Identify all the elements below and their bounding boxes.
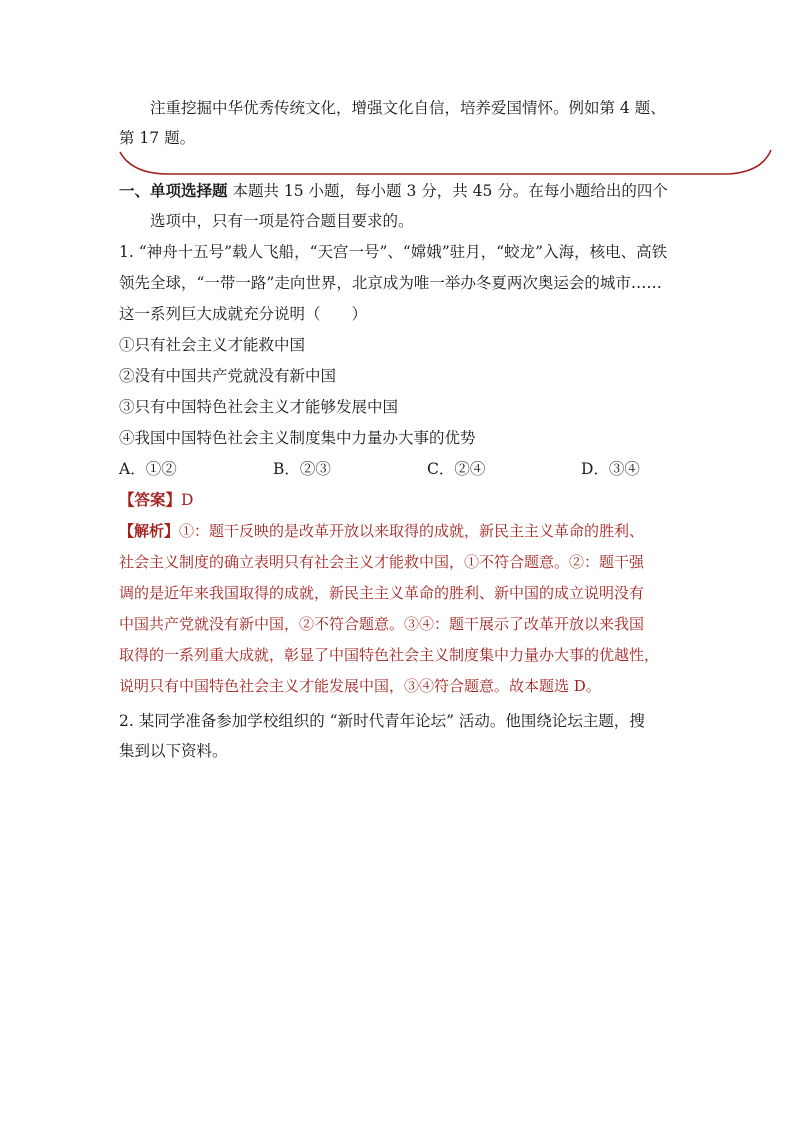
section-heading-line <box>119 180 668 202</box>
intro-line-2: 第 17 题。 <box>119 129 196 147</box>
answer-value: D <box>181 491 194 509</box>
question-2-stem-line-2: 集到以下资料。 <box>119 742 228 760</box>
question-1-option-b: B．②③ <box>273 460 331 478</box>
analysis-label: 【解析】 <box>119 522 180 540</box>
question-1-stem-line-1: 1. “神舟十五号”载人飞船，“天宫一号”、“嫦娥”驻月，“蛟龙”入海，核电、高铁 <box>119 243 668 261</box>
question-1-answer <box>119 489 193 511</box>
answer-label: 【答案】 <box>119 490 182 509</box>
section-description: 本题共 15 小题，每小题 3 分，共 45 分。在每小题给出的四个 <box>232 182 668 200</box>
analysis-line-4: 中国共产党就没有新中国，②不符合题意。③④：题干展示了改革开放以来我国 <box>119 615 645 633</box>
question-1-option-c: C．②④ <box>427 460 486 478</box>
question-1-stem-line-3: 这一系列巨大成就充分说明（ ） <box>119 305 368 323</box>
section-description-cont: 选项中，只有一项是符合题目要求的。 <box>150 212 414 230</box>
question-1-option-a: A．①② <box>119 460 177 478</box>
analysis-line-5: 取得的一系列重大成就，彰显了中国特色社会主义制度集中力量办大事的优越性， <box>119 646 660 664</box>
analysis-text-1: ①：题干反映的是改革开放以来取得的成就，新民主主义革命的胜利、 <box>179 522 645 540</box>
question-1-statement-4: ④我国中国特色社会主义制度集中力量办大事的优势 <box>119 429 476 447</box>
analysis-line-2: 社会主义制度的确立表明只有社会主义才能救中国，①不符合题意。②：题干强 <box>119 553 645 571</box>
section-heading: 一、单项选择题 <box>119 181 228 200</box>
question-1-statement-1: ①只有社会主义才能救中国 <box>119 336 306 354</box>
question-1-stem-line-2: 领先全球，“一带一路”走向世界，北京成为唯一举办冬夏两次奥运会的城市…… <box>119 274 662 292</box>
analysis-line-6: 说明只有中国特色社会主义才能发展中国，③④符合题意。故本题选 D。 <box>119 677 601 695</box>
analysis-line-3: 调的是近年来我国取得的成就，新民主主义革命的胜利、新中国的成立说明没有 <box>119 584 645 602</box>
question-1-statement-3: ③只有中国特色社会主义才能够发展中国 <box>119 398 399 416</box>
analysis-line-1 <box>119 520 644 542</box>
question-1-option-d: D．③④ <box>581 460 640 478</box>
question-1-statement-2: ②没有中国共产党就没有新中国 <box>119 367 337 385</box>
question-2-stem-line-1: 2. 某同学准备参加学校组织的 “新时代青年论坛” 活动。他围绕论坛主题，搜 <box>119 712 645 730</box>
intro-line-1: 注重挖掘中华优秀传统文化，增强文化自信，培养爱国情怀。例如第 4 题、 <box>150 99 666 117</box>
